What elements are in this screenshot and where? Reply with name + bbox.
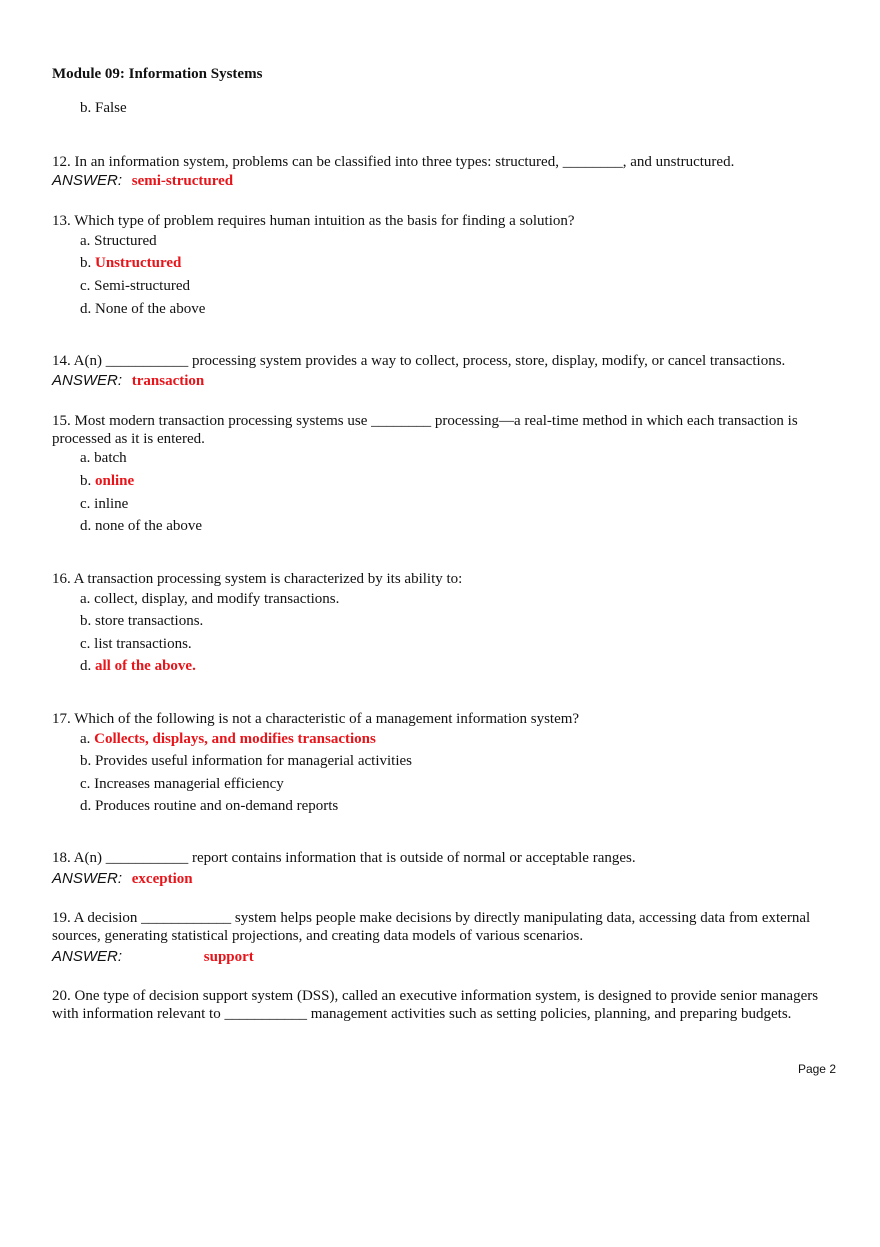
- answer-label: ANSWER:: [52, 948, 123, 965]
- q17-question: 17. Which of the following is not a characteristic of a management information system?: [52, 711, 580, 727]
- option-text: Semi-structured: [94, 278, 190, 294]
- option-letter: c.: [80, 636, 91, 652]
- q17-option-c: [80, 775, 284, 793]
- q14-answer-line: [52, 372, 204, 390]
- q15-option-a: [80, 449, 127, 467]
- option-text: None of the above: [95, 301, 206, 317]
- option-letter: d.: [80, 301, 92, 317]
- q13-option-d: [80, 300, 205, 318]
- option-letter: a.: [80, 450, 91, 466]
- q20-question: 20. One type of decision support system (DSS), called an executive information system, is designed to provide senior managers with information relevant to ___________ management activities such as setting policies, planning, and preparing budgets.: [52, 988, 819, 1022]
- q15-option-c: [80, 495, 128, 513]
- option-text: collect, display, and modify transactions.: [94, 591, 340, 607]
- option-text: Structured: [94, 233, 157, 249]
- option-letter: c.: [80, 278, 91, 294]
- q17-option-a: [80, 730, 376, 748]
- q12-answer-line: [52, 172, 233, 190]
- option-letter: d.: [80, 798, 92, 814]
- option-text: batch: [94, 450, 127, 466]
- q16-option-d: [80, 657, 196, 675]
- option-letter: d.: [80, 518, 92, 534]
- option-letter: a.: [80, 233, 91, 249]
- option-text: store transactions.: [95, 613, 204, 629]
- q15-correct-answer: online: [95, 473, 135, 489]
- q19-question: 19. A decision ____________ system helps people make decisions by directly manipulating data, accessing data from external sources, generating statistical projections, and creating data models of various scenarios.: [52, 910, 811, 944]
- option-letter: d.: [80, 658, 92, 674]
- q14-question: 14. A(n) ___________ processing system provides a way to collect, process, store, display, modify, or cancel transactions.: [52, 353, 786, 369]
- q18-answer: exception: [131, 871, 193, 887]
- answer-label: ANSWER:: [52, 372, 123, 389]
- q15-option-b: [80, 472, 134, 490]
- q15-option-d: [80, 517, 202, 535]
- q18-answer-line: [52, 870, 193, 888]
- q13-option-a: [80, 232, 157, 250]
- q16-option-b: [80, 612, 203, 630]
- answer-label: ANSWER:: [52, 172, 123, 189]
- option-letter: c.: [80, 496, 91, 512]
- option-letter: b.: [80, 613, 92, 629]
- q15-question: 15. Most modern transaction processing systems use ________ processing—a real-time method in which each transaction is processed as it is entered.: [52, 413, 798, 447]
- page-number: Page 2: [797, 1062, 836, 1076]
- q13-option-c: [80, 277, 190, 295]
- option-text: Increases managerial efficiency: [94, 776, 284, 792]
- q19-answer-line: [52, 948, 254, 966]
- q18-question: 18. A(n) ___________ report contains information that is outside of normal or acceptable ranges.: [52, 850, 636, 866]
- q13-option-b: [80, 254, 181, 272]
- q14-answer: transaction: [131, 373, 205, 389]
- option-text: inline: [94, 496, 129, 512]
- option-letter: a.: [80, 731, 91, 747]
- page-title: Module 09: Information Systems: [52, 66, 263, 82]
- q16-question: 16. A transaction processing system is characterized by its ability to:: [52, 571, 463, 587]
- q17-option-d: [80, 797, 338, 815]
- q12-answer: semi-structured: [131, 173, 234, 189]
- q13-question: 13. Which type of problem requires human intuition as the basis for finding a solution?: [52, 213, 575, 229]
- option-letter: b.: [80, 753, 92, 769]
- option-letter: a.: [80, 591, 91, 607]
- option-text: Produces routine and on-demand reports: [95, 798, 339, 814]
- q16-correct-answer: all of the above.: [95, 658, 196, 674]
- option-letter: c.: [80, 776, 91, 792]
- q16-option-a: [80, 590, 339, 608]
- q12-question: 12. In an information system, problems can be classified into three types: structured, ________, and unstructured.: [52, 154, 735, 170]
- q19-answer: support: [203, 949, 254, 965]
- q16-option-c: [80, 635, 192, 653]
- option-text: Provides useful information for managerial activities: [95, 753, 412, 769]
- q11-option-b: b. False: [80, 100, 127, 116]
- option-text: list transactions.: [94, 636, 192, 652]
- option-letter: b.: [80, 473, 92, 489]
- option-text: none of the above: [95, 518, 203, 534]
- q13-correct-answer: Unstructured: [95, 255, 182, 271]
- option-letter: b.: [80, 255, 92, 271]
- q17-correct-answer: Collects, displays, and modifies transactions: [94, 731, 376, 747]
- answer-label: ANSWER:: [52, 870, 123, 887]
- q17-option-b: [80, 752, 412, 770]
